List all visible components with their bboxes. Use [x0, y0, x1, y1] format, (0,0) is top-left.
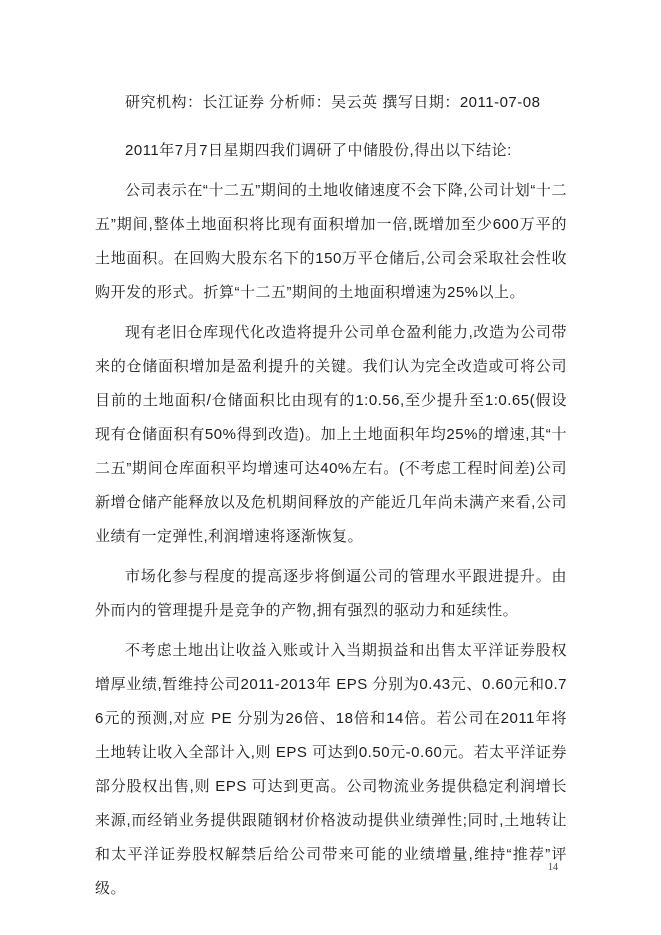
page-number: 14 — [548, 862, 558, 873]
paragraph-survey-intro: 2011年7月7日星期四我们调研了中储股份,得出以下结论: — [125, 142, 512, 159]
paragraph-market-management: 市场化参与程度的提高逐步将倒逼公司的管理水平跟进提升。由外而内的管理提升是竞争的产物,拥有强烈的驱动力和延续性。 — [95, 568, 567, 619]
paragraph-warehouse-upgrade: 现有老旧仓库现代化改造将提升公司单仓盈利能力,改造为公司带来的仓储面积增加是盈利提升的关键。我们认为完全改造或可将公司目前的土地面积/仓储面积比由现有的1:0.56,至少提升至1:0.65(假设现有仓储面积有50%得到改造)。加上土地面积年均25%的增速,其“十二五”期间仓库面积平均增速可达40%左右。(不考虑工程时间差)公司新增仓储产能释放以及危机期间释放的产能近几年尚未满产来看,公司业绩有一定弹性,利润增速将逐渐恢复。 — [95, 324, 567, 545]
paragraph-land-reserve: 公司表示在“十二五”期间的土地收储速度不会下降,公司计划“十二五”期间,整体土地面积将比现有面积增加一倍,既增加至少600万平的土地面积。在回购大股东名下的150万平仓储后,公司会采取社会性收购开发的形式。折算“十二五”期间的土地面积增速为25%以上。 — [95, 182, 567, 301]
paragraph-eps-forecast-rating: 不考虑土地出让收益入账或计入当期损益和出售太平洋证券股权增厚业绩,暂维持公司2011-2013年 EPS 分别为0.43元、0.60元和0.76元的预测,对应 PE 分别为26倍、18倍和14倍。若公司在2011年将土地转让收入全部计入,则 EPS 可达到0.50元-0.60元。若太平洋证券部分股权出售,则 EPS 可达到更高。公司物流业务提供稳定利润增长来源,而经销业务提供跟随钢材价格波动提供业绩弹性;同时,土地转让和太平洋证券股权解禁后给公司带来可能的业绩增量,维持“推荐”评级。 — [95, 642, 567, 897]
report-body — [95, 86, 567, 912]
report-meta-line: 研究机构：长江证券 分析师：吴云英 撰写日期：2011-07-08 — [125, 94, 541, 111]
